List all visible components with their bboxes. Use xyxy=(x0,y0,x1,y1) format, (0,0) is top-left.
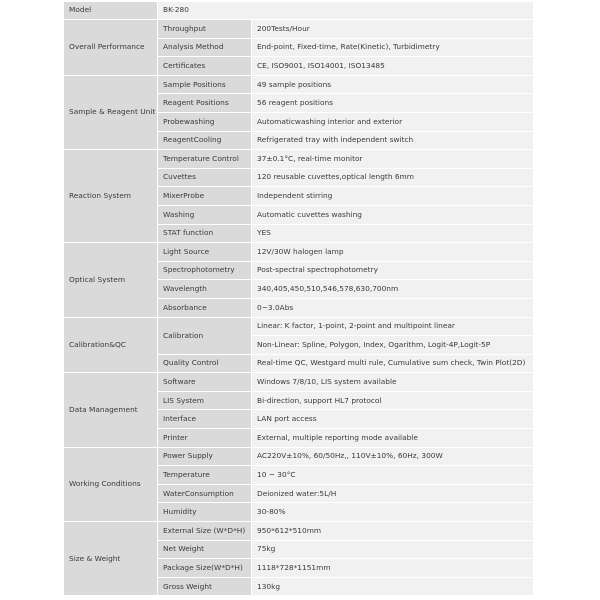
spec-value: LAN port access xyxy=(252,410,534,429)
spec-value: 75kg xyxy=(252,541,534,560)
group-label: Reaction System xyxy=(64,150,158,243)
spec-value: Independent stirring xyxy=(252,187,534,206)
spec-row xyxy=(64,243,534,262)
spec-value: 0~3.0Abs xyxy=(252,299,534,318)
spec-value: Real-time QC, Westgard multi rule, Cumulative sum check, Twin Plot(2D) xyxy=(252,355,534,374)
spec-key: Probewashing xyxy=(158,113,252,132)
spec-key: Quality Control xyxy=(158,355,252,374)
spec-key: Washing xyxy=(158,206,252,225)
spec-key: Wavelength xyxy=(158,280,252,299)
spec-key: Sample Positions xyxy=(158,76,252,95)
spec-value: 120 reusable cuvettes,optical length 6mm xyxy=(252,169,534,188)
spec-row xyxy=(64,448,534,467)
spec-value: 340,405,450,510,546,578,630,700nm xyxy=(252,280,534,299)
model-label: Model xyxy=(64,2,158,20)
group-label: Size & Weight xyxy=(64,522,158,596)
spec-value: 49 sample positions xyxy=(252,76,534,95)
spec-row xyxy=(64,373,534,392)
spec-key: LIS System xyxy=(158,392,252,411)
spec-key: Absorbance xyxy=(158,299,252,318)
spec-value: End-point, Fixed-time, Rate(Kinetic), Turbidimetry xyxy=(252,39,534,58)
spec-value: 37±0.1°C, real-time monitor xyxy=(252,150,534,169)
spec-key: MixerProbe xyxy=(158,187,252,206)
group-label: Data Management xyxy=(64,373,158,447)
spec-value: 130kg xyxy=(252,578,534,597)
spec-key: Humidity xyxy=(158,503,252,522)
spec-key: STAT function xyxy=(158,225,252,244)
spec-key: Throughput xyxy=(158,20,252,39)
spec-value: Automatic cuvettes washing xyxy=(252,206,534,225)
spec-value: 10 ~ 30°C xyxy=(252,466,534,485)
spec-key: Temperature xyxy=(158,466,252,485)
spec-value: AC220V±10%, 60/50Hz,, 110V±10%, 60Hz, 300W xyxy=(252,448,534,467)
model-value: BK-280 xyxy=(158,2,534,20)
spec-value: Linear: K factor, 1-point, 2-point and multipoint linear xyxy=(252,318,534,337)
spec-value: Deionized water:5L/H xyxy=(252,485,534,504)
spec-key: Cuvettes xyxy=(158,169,252,188)
spec-value: CE, ISO9001, ISO14001, ISO13485 xyxy=(252,57,534,76)
spec-value: 1118*728*1151mm xyxy=(252,559,534,578)
spec-value: Refrigerated tray with independent switch xyxy=(252,132,534,151)
spec-value: Bi-direction, support HL7 protocol xyxy=(252,392,534,411)
group-label: Optical System xyxy=(64,243,158,317)
spec-row xyxy=(64,150,534,169)
spec-key: Power Supply xyxy=(158,448,252,467)
spec-row xyxy=(64,318,534,337)
spec-value: YES xyxy=(252,225,534,244)
spec-key: Light Source xyxy=(158,243,252,262)
model-row xyxy=(64,2,534,20)
spec-value: 56 reagent positions xyxy=(252,94,534,113)
spec-value: Non-Linear: Spline, Polygon, Index, Ogarithm, Logit-4P,Logit-5P xyxy=(252,336,534,355)
spec-key: External Size (W*D*H) xyxy=(158,522,252,541)
group-label: Working Conditions xyxy=(64,448,158,522)
spec-key: Interface xyxy=(158,410,252,429)
spec-value: 950*612*510mm xyxy=(252,522,534,541)
spec-row xyxy=(64,522,534,541)
spec-value: 200Tests/Hour xyxy=(252,20,534,39)
spec-key: Temperature Control xyxy=(158,150,252,169)
spec-key: Net Weight xyxy=(158,541,252,560)
spec-table-body xyxy=(64,2,534,596)
spec-key: WaterConsumption xyxy=(158,485,252,504)
spec-value: Automaticwashing interior and exterior xyxy=(252,113,534,132)
spec-key: Analysis Method xyxy=(158,39,252,58)
spec-key: ReagentCooling xyxy=(158,132,252,151)
spec-value: 12V/30W halogen lamp xyxy=(252,243,534,262)
spec-key: Spectrophotometry xyxy=(158,262,252,281)
spec-row xyxy=(64,20,534,39)
spec-value: Post-spectral spectrophotometry xyxy=(252,262,534,281)
spec-key: Software xyxy=(158,373,252,392)
spec-key: Package Size(W*D*H) xyxy=(158,559,252,578)
group-label: Calibration&QC xyxy=(64,318,158,374)
spec-table xyxy=(64,2,534,596)
spec-key: Certificates xyxy=(158,57,252,76)
spec-value: External, multiple reporting mode available xyxy=(252,429,534,448)
spec-key: Reagent Positions xyxy=(158,94,252,113)
spec-value: Windows 7/8/10, LIS system available xyxy=(252,373,534,392)
spec-key: Gross Weight xyxy=(158,578,252,597)
spec-row xyxy=(64,76,534,95)
group-label: Sample & Reagent Unit xyxy=(64,76,158,150)
spec-key: Printer xyxy=(158,429,252,448)
group-label: Overall Performance xyxy=(64,20,158,76)
spec-key: Calibration xyxy=(158,318,252,355)
spec-value: 30-80% xyxy=(252,503,534,522)
